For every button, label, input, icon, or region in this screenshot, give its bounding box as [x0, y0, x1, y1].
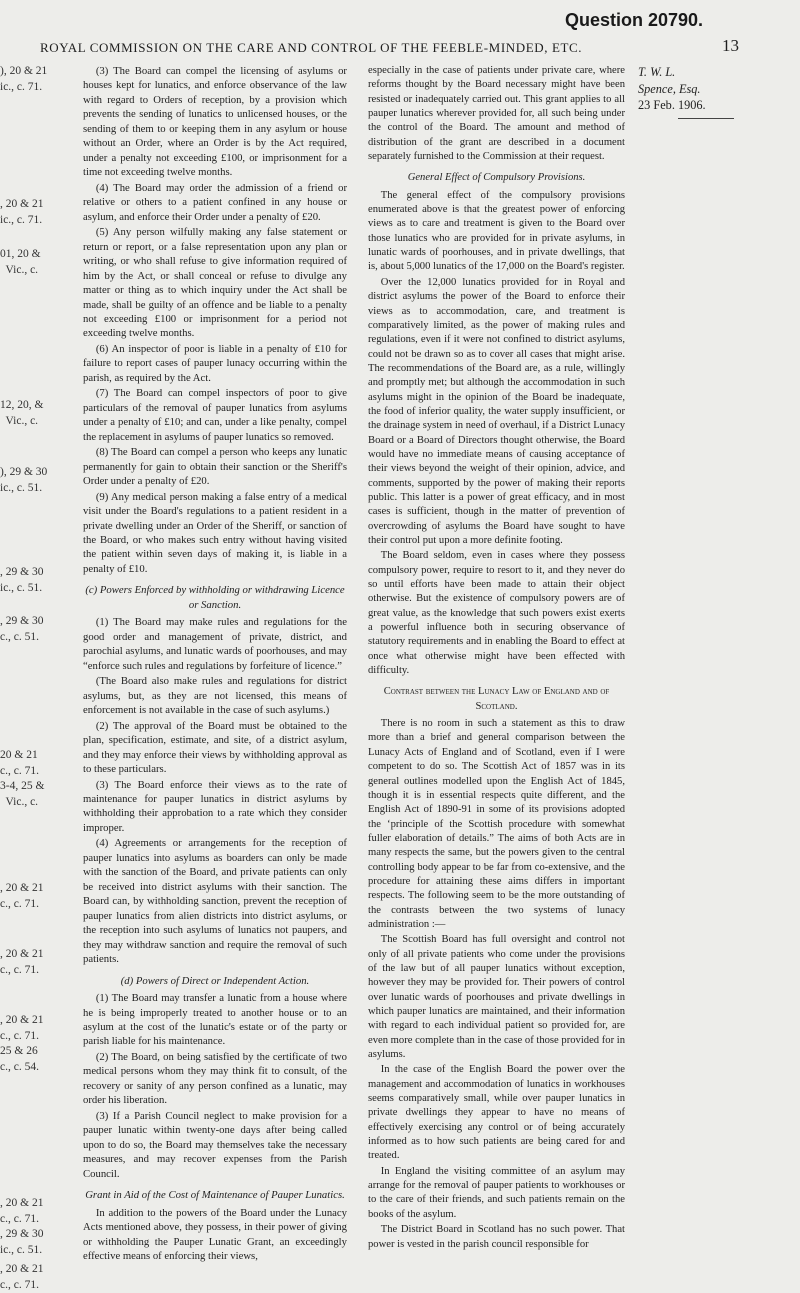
paragraph: The District Board in Scotland has no such power. That power is vested in the parish council responsible for	[368, 1224, 625, 1250]
question-number: Question 20790.	[565, 10, 704, 30]
paragraph: (7) The Board can compel inspectors of poor to give particulars of the removal of pauper lunatics from asylums under a penalty of £10; and can, under a like penalty, compel the replacement in asylums of pauper lunatics so removed.	[83, 387, 347, 443]
margin-note: , 20 & 21 c., c. 71. 25 & 26 c., c. 54.	[0, 1014, 44, 1073]
margin-note: , 29 & 30 ic., c. 51.	[0, 566, 44, 594]
witness-name: Spence, Esq.	[638, 81, 701, 96]
section-subheading: Grant in Aid of the Cost of Maintenance of Pauper Lunatics.	[85, 1189, 345, 1202]
paragraph: The general effect of the compulsory provisions enumerated above is that the greatest power of enforcing views as to care and treatment is given to the Board over those lunatics who are provided for in private asylums, in lunatic wards of poorhouses, and in private dwellings, that is, about 5,000 lunatics of the 17,000 on the Board's register.	[368, 189, 625, 273]
running-title: ROYAL COMMISSION ON THE CARE AND CONTROL OF THE FEEBLE-MINDED, ETC.	[40, 40, 583, 55]
paragraph: The Board seldom, even in cases where they possess compulsory power, require to resort to it, and they never do so until efforts have been made to attain their object otherwise. But the existence of compulsory powers are of great value, as the knowledge that such powers exist exerts a powerful influence both in securing observance of statutory requirements and in enabling the Board to effect at once what otherwise might have been effected with difficulty.	[368, 550, 625, 677]
paragraph: (3) If a Parish Council neglect to make provision for a pauper lunatic within twenty-one days after being called upon to do so, the Board may themselves take the necessary measures, and may recover expenses from the Parish Council.	[83, 1109, 347, 1180]
paragraph: especially in the case of patients under private care, where reforms thought by the Board necessary might have been resisted or inadequately carried out. This grant applies to all pauper lunatics wherever provided for, all such being under the control of the Board. The amount and method of distribution of the grant are described in a document separately furnished to the Commission at their request.	[368, 65, 625, 163]
left-column	[83, 64, 347, 1264]
paragraph: The Scottish Board has full oversight and control not only of all private patients who come under the provisions of the law but of all pauper lunatics without exception, however they may be provided for. Their powers of control over lunatic wards of poorhouses and private dwellings in which pauper lunatics are maintained, and their information with regard to each individual patient so provided for, are even more complete than in the case of those provided for in asylums.	[368, 934, 625, 1061]
signature-block	[638, 64, 798, 119]
margin-note: , 20 & 21 c., c. 71.	[0, 948, 44, 976]
margin-note: ), 20 & 21 ic., c. 71.	[0, 65, 48, 93]
paragraph: (1) The Board may make rules and regulations for the good order and management of private, district, and parochial asylums, and lunatic wards of poorhouses, and may “enforce such rules and regulations by forfeiture of licence.”	[83, 616, 347, 672]
paragraph: (6) An inspector of poor is liable in a penalty of £10 for failure to report cases of pauper lunacy occurring within the parish, as required by the Act.	[83, 342, 347, 384]
paragraph: (1) The Board may transfer a lunatic from a house where he is being improperly treated to another house or to an asylum at the cost of the lunatic's estate or of the party or parish liable for his maintenance.	[83, 992, 347, 1048]
margin-note: , 20 & 21 c., c. 71. , 29 & 30 ic., c. 51.	[0, 1197, 44, 1256]
right-column	[368, 64, 625, 1252]
paragraph: (2) The Board, on being satisfied by the certificate of two medical persons whom they may think fit to consult, of the recovery or sanity of any person confined as a lunatic, may order his liberation.	[83, 1050, 347, 1107]
section-subheading: (c) Powers Enforced by withholding or withdrawing Licence or Sanction.	[85, 584, 345, 611]
section-subheading: General Effect of Compulsory Provisions.	[407, 172, 586, 184]
paragraph: In the case of the English Board the power over the management and accommodation of lunatics in workhouses seems comparatively small, while over pauper lunatics in private dwellings they appear to have no means of effectively exercising any control or of being accurately informed as to how such patients are being cared for and treated.	[368, 1064, 625, 1162]
page-number: 13	[722, 36, 739, 55]
margin-note: ), 29 & 30 ic., c. 51.	[0, 466, 48, 494]
paragraph: (3) The Board enforce their views as to the rate of maintenance for pauper lunatics in district asylums by withholding their approbation to a rate which they consider improper.	[83, 778, 347, 834]
paragraph: (4) The Board may order the admission of a friend or relative or others to a patient confined in any house or asylum, and enforce their Order under a penalty of £20.	[83, 181, 347, 223]
section-subheading: (d) Powers of Direct or Independent Action.	[120, 974, 310, 987]
margin-note: , 29 & 30 c., c. 51.	[0, 615, 44, 643]
paragraph: (9) Any medical person making a false entry of a medical visit under the Board's regulations to a patient resident in a private dwelling under an Order of the Sheriff, or sanction of the Board, or who makes such entry without having visited the patient within seven days of making it, is liable in a penalty of £10.	[83, 490, 347, 575]
paragraph: In addition to the powers of the Board under the Lunacy Acts mentioned above, they possess, in their power of giving or withholding the Pauper Lunatic Grant, an exceedingly effective means of enforcing their views,	[83, 1206, 347, 1263]
paragraph: In England the visiting committee of an asylum may arrange for the removal of pauper patients to workhouses or to the care of their friends, and such patients remain on the books of the asylum.	[368, 1165, 625, 1220]
paragraph: (3) The Board can compel the licensing of asylums or houses kept for lunatics, and enforce observance of the law with regard to Orders of reception, by a provision which prevents the sending of lunatics to unlicensed houses, or the sending of them to or keeping them in any asylum or house without an Order, where an Order is by the Act required, under a penalty not exceeding £100, or imprisonment for a time not exceeding twelve months.	[83, 65, 347, 179]
margin-note: 20 & 21 c., c. 71. 3-4, 25 & Vic., c.	[0, 749, 45, 808]
margin-note: , 20 & 21 c., c. 71.	[0, 1263, 44, 1291]
signature-initials: T. W. L.	[638, 65, 676, 79]
margin-note: , 20 & 21 c., c. 71.	[0, 882, 44, 910]
evidence-date: 23 Feb. 1906.	[638, 98, 706, 112]
paragraph: (The Board also make rules and regulations for district asylums, but, as they are not licensed, this means of enforcement is not available in the case of such asylums.)	[83, 675, 347, 717]
margin-note: 12, 20, & Vic., c.	[0, 399, 44, 427]
margin-note: 01, 20 & Vic., c.	[0, 248, 41, 276]
paragraph: (2) The approval of the Board must be obtained to the plan, specification, estimate, and site, of a district asylum, and they may enforce their views by withholding approval as to these particulars.	[83, 719, 347, 776]
section-heading: Contrast between the Lunacy Law of England and of Scotland.	[383, 686, 610, 712]
margin-note: , 20 & 21 ic., c. 71.	[0, 198, 44, 226]
paragraph: (8) The Board can compel a person who keeps any lunatic permanently for gain to obtain their sanction or the Sheriff's Order under a penalty of £20.	[83, 446, 347, 488]
signature-rule	[678, 118, 734, 119]
paragraph: Over the 12,000 lunatics provided for in Royal and district asylums the power of the Board to enforce their views as to accommodation, care, and treatment is comparatively limited, as the power of making rules and regulations, even if it were not confined to district asylums, could not be drawn so as to cover all cases that might arise. The recommendations of the Board are, as a rule, willingly and promptly met; but although the accommodation in such asylums might in the opinion of the Board be inadequate, the food of inferior quality, the water supply insufficient, or the drainage system in need of overhaul, if a District Lunacy Board or a Board of Directors thought otherwise, the Board would have no immediate means of causing acceptance of their views beyond the weight of their opinion, advice, and comments, supported by the power of making their reports public. This latter is a power of great efficacy, and in most cases is sufficient, though in the matter of prevention of overcrowding of asylums the Board have sought to have their control put upon a more definite footing.	[368, 276, 625, 546]
paragraph: (4) Agreements or arrangements for the reception of pauper lunatics into asylums as boarders can only be made with the sanction of the Board, and private patients can only be received into district asylums with their sanction. The Board can, by withholding sanction, prevent the reception of pauper lunatics from alien districts into district asylums, or the reception into such asylums of lunatics not paupers, and they may withdraw sanction and require the removal of such patients.	[83, 837, 347, 966]
paragraph: (5) Any person wilfully making any false statement or return or report, or a false representation upon any plan or writing, or who shall refuse to give information required of him by the Act, or shall conceal or refuse to divulge any matter or thing as to which inquiry under the Act shall be made, shall be guilty of an offence and be liable to a penalty not exceeding £100 or imprisonment for a period not exceeding twelve months.	[83, 226, 347, 340]
paragraph: There is no room in such a statement as this to draw more than a brief and general comparison between the Lunacy Acts of England and of Scotland, even if I were competent to do so. The Scottish Act of 1857 was in its general outlines modelled upon the English Act of 1845, though it is in essential respects quite different, and the English Act of 1890-91 in some of its provisions adopted the ‘principle of the Scottish procedure with somewhat fuller elaboration of details.” The aims of both Acts are in many respects the same, but the powers given to the central controlling body appear to be far from co-extensive, and the procedure for attaining these aims differs in important respects. The following seem to be the more outstanding of the contrasts between the two systems of lunacy administration :—	[368, 718, 625, 930]
